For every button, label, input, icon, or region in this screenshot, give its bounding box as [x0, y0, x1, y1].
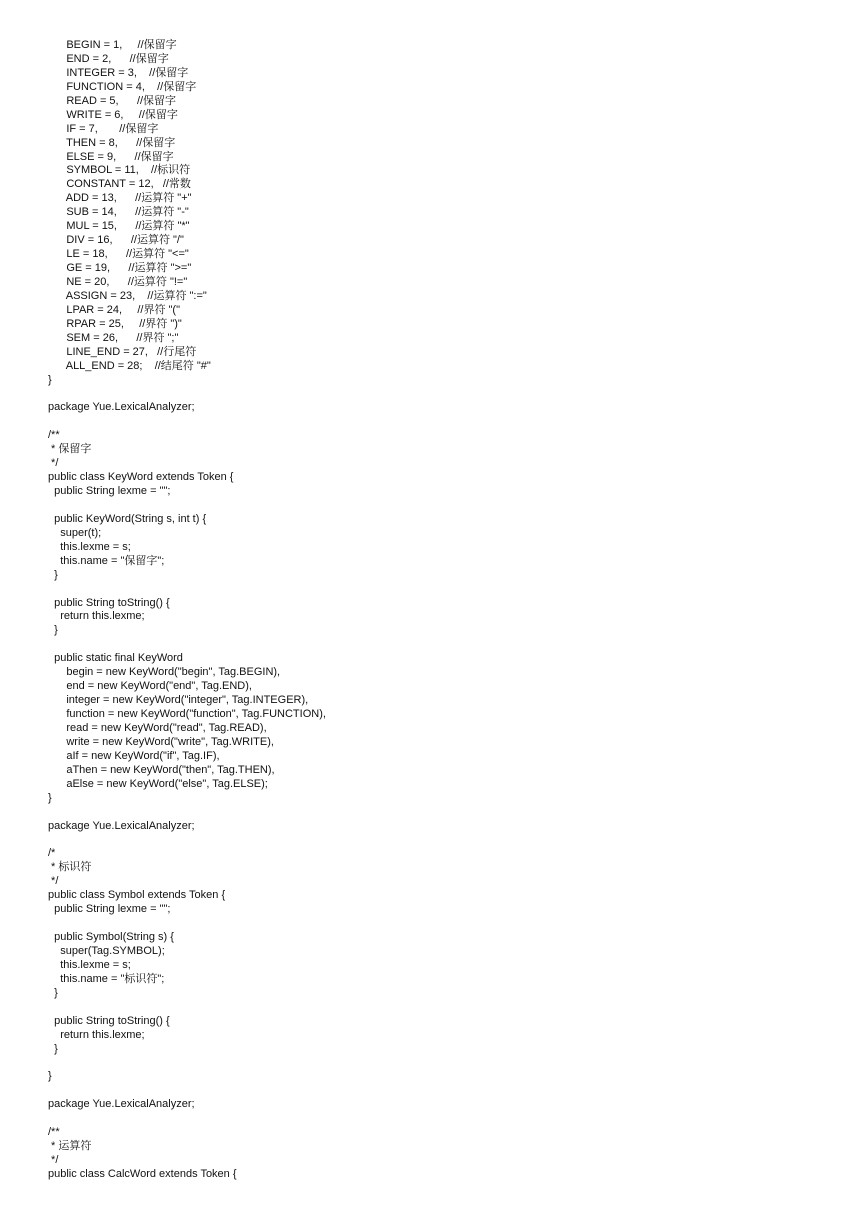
code-line: WRITE = 6, //保留字	[48, 108, 178, 121]
code-line: package Yue.LexicalAnalyzer;	[48, 819, 195, 832]
code-line: SUB = 14, //运算符 "-"	[48, 206, 189, 219]
code-line: package Yue.LexicalAnalyzer;	[48, 1098, 195, 1111]
code-line: IF = 7, //保留字	[48, 122, 159, 135]
code-line	[48, 499, 326, 513]
code-line: end = new KeyWord("end", Tag.END),	[48, 680, 252, 693]
code-line	[48, 415, 326, 429]
code-line: RPAR = 25, //界符 ")"	[48, 317, 182, 330]
code-line: LPAR = 24, //界符 "("	[48, 303, 181, 316]
code-line: * 标识符	[48, 861, 92, 874]
code-line	[48, 917, 326, 931]
code-line: INTEGER = 3, //保留字	[48, 66, 189, 79]
code-line: public class CalcWord extends Token {	[48, 1167, 237, 1180]
code-listing	[48, 39, 326, 1182]
code-line	[48, 1056, 326, 1070]
code-line: }	[48, 1070, 52, 1083]
code-line	[48, 1001, 326, 1015]
code-line: ALL_END = 28; //结尾符 "#"	[48, 359, 211, 372]
code-line: public String toString() {	[48, 596, 170, 609]
code-line: public String toString() {	[48, 1014, 170, 1027]
code-line: }	[48, 624, 58, 637]
code-line: LINE_END = 27, //行尾符	[48, 345, 197, 358]
code-line: ADD = 13, //运算符 "+"	[48, 192, 192, 205]
code-line: /*	[48, 847, 56, 860]
code-line: read = new KeyWord("read", Tag.READ),	[48, 721, 267, 734]
code-line: */	[48, 1154, 59, 1166]
code-line: */	[48, 457, 59, 470]
code-line: public class KeyWord extends Token {	[48, 471, 234, 484]
code-line: GE = 19, //运算符 ">="	[48, 262, 192, 274]
code-line	[48, 1112, 326, 1126]
code-line: public String lexme = "";	[48, 903, 171, 916]
code-line: SEM = 26, //界符 ";"	[48, 331, 179, 344]
code-line: }	[48, 986, 58, 999]
code-line: ELSE = 9, //保留字	[48, 150, 174, 163]
code-line: aElse = new KeyWord("else", Tag.ELSE);	[48, 777, 268, 790]
code-line: this.name = "标识符";	[48, 972, 165, 985]
code-line: */	[48, 875, 59, 888]
code-line: this.name = "保留字";	[48, 554, 165, 567]
code-line: }	[48, 373, 52, 386]
code-line: return this.lexme;	[48, 610, 145, 623]
code-line: this.lexme = s;	[48, 540, 131, 553]
code-line: public String lexme = "";	[48, 485, 171, 497]
code-line: ASSIGN = 23, //运算符 ":="	[48, 289, 207, 302]
code-line: return this.lexme;	[48, 1028, 145, 1041]
code-line: function = new KeyWord("function", Tag.FUNCTION),	[48, 708, 326, 720]
code-line	[48, 387, 326, 401]
code-line: }	[48, 1042, 58, 1055]
code-line: FUNCTION = 4, //保留字	[48, 80, 197, 93]
code-line: super(Tag.SYMBOL);	[48, 944, 165, 957]
code-line	[48, 1084, 326, 1098]
code-line: public class Symbol extends Token {	[48, 889, 226, 902]
code-line: /**	[48, 1126, 60, 1139]
code-line: SYMBOL = 11, //标识符	[48, 164, 191, 177]
code-line: READ = 5, //保留字	[48, 94, 177, 107]
code-line: BEGIN = 1, //保留字	[48, 39, 177, 51]
code-line	[48, 583, 326, 597]
code-line: public static final KeyWord	[48, 652, 183, 665]
code-line	[48, 833, 326, 847]
code-line: package Yue.LexicalAnalyzer;	[48, 401, 195, 414]
code-line: public KeyWord(String s, int t) {	[48, 512, 207, 525]
code-line: * 保留字	[48, 443, 92, 456]
code-line: CONSTANT = 12, //常数	[48, 178, 191, 191]
code-line: }	[48, 568, 58, 581]
code-line: aIf = new KeyWord("if", Tag.IF),	[48, 749, 220, 762]
code-line: super(t);	[48, 526, 102, 539]
code-line: * 运算符	[48, 1140, 92, 1153]
code-line: }	[48, 791, 52, 804]
code-line: DIV = 16, //运算符 "/"	[48, 234, 184, 247]
code-line: this.lexme = s;	[48, 958, 131, 971]
code-line	[48, 638, 326, 652]
code-line: /**	[48, 429, 60, 442]
code-line: public Symbol(String s) {	[48, 931, 174, 943]
code-line: aThen = new KeyWord("then", Tag.THEN),	[48, 763, 275, 776]
code-line: THEN = 8, //保留字	[48, 136, 176, 149]
code-line: MUL = 15, //运算符 "*"	[48, 220, 190, 233]
code-line: begin = new KeyWord("begin", Tag.BEGIN),	[48, 666, 281, 679]
code-line: integer = new KeyWord("integer", Tag.INTEGER),	[48, 694, 309, 707]
code-line: END = 2, //保留字	[48, 52, 169, 65]
code-line	[48, 806, 326, 820]
code-line: LE = 18, //运算符 "<="	[48, 248, 189, 261]
code-line: write = new KeyWord("write", Tag.WRITE),	[48, 735, 274, 748]
code-line: NE = 20, //运算符 "!="	[48, 275, 188, 288]
